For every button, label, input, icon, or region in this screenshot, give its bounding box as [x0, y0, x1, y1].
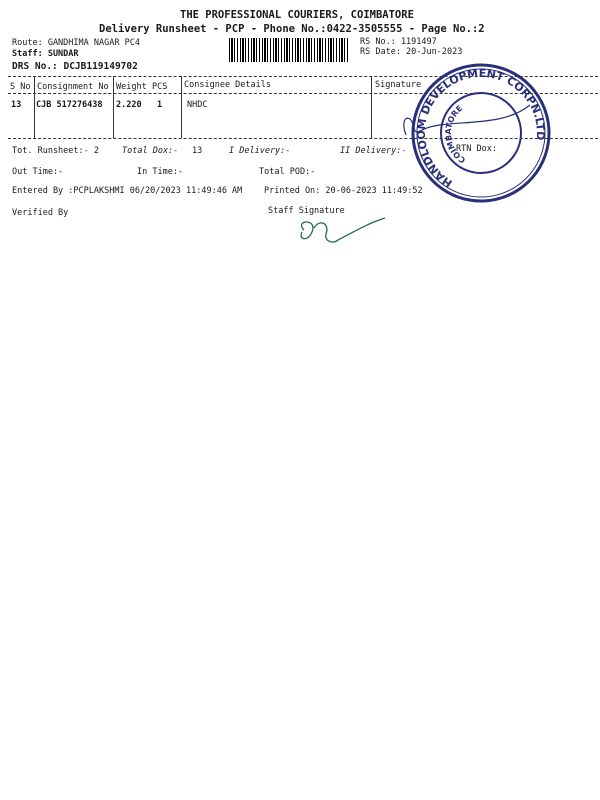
col-header-pcs: PCS: [152, 82, 168, 92]
svg-text:HANDLOOM DEVELOPMENT CORPN.LTD: [406, 58, 556, 208]
total-dox-value: 13: [192, 146, 203, 156]
tot-runsheet: Tot. Runsheet:- 2: [12, 146, 99, 156]
staff-label: Staff: SUNDAR: [12, 49, 79, 59]
route-label: Route: GANDHIMA NAGAR PC4: [12, 38, 140, 48]
ii-delivery: II Delivery:-: [340, 146, 407, 156]
total-dox-label: Total Dox:-: [122, 146, 179, 156]
rs-number: RS No.: 1191497: [360, 37, 437, 47]
rs-date: RS Date: 20-Jun-2023: [360, 47, 463, 57]
cell-consignee: NHDC: [187, 100, 208, 110]
entered-by: Entered By :PCPLAKSHMI 06/20/2023 11:49:46 AM: [12, 186, 243, 196]
cell-weight: 2.220: [116, 100, 142, 110]
verified-by: Verified By: [12, 208, 69, 218]
cell-consignment: CJB 517276438: [36, 100, 103, 110]
printed-on: Printed On: 20-06-2023 11:49:52: [264, 186, 423, 196]
barcode-image: [229, 38, 350, 62]
col-header-sno: S No: [10, 82, 31, 92]
rtn-dox: RTN Dox:: [456, 144, 497, 154]
col-header-consignment: Consignment No: [37, 82, 109, 92]
col-header-consignee: Consignee Details: [184, 80, 271, 90]
col-header-weight: Weight: [116, 82, 147, 92]
cell-pcs: 1: [157, 100, 163, 110]
corporation-seal: [406, 58, 556, 208]
total-pod: Total POD:-: [259, 167, 316, 177]
staff-signature-scribble: [290, 210, 390, 250]
col-divider: [113, 76, 114, 138]
staff-signature-label: Staff Signature: [268, 206, 345, 216]
col-header-signature: Signature: [375, 80, 422, 90]
runsheet-title: Delivery Runsheet - PCP - Phone No.:0422-3505555 - Page No.:2: [99, 23, 485, 35]
col-divider: [371, 76, 372, 138]
out-time: Out Time:-: [12, 167, 64, 177]
drs-number: DRS No.: DCJB119149702: [12, 61, 138, 72]
seal-inner-text: COIMBATORE: [443, 103, 468, 165]
col-divider: [34, 76, 35, 138]
cell-sno: 13: [11, 100, 22, 110]
svg-text:COIMBATORE: [430, 102, 488, 165]
i-delivery: I Delivery:-: [229, 146, 291, 156]
col-divider: [181, 76, 182, 138]
in-time: In Time:-: [137, 167, 184, 177]
seal-outer-text: HANDLOOM DEVELOPMENT CORPN.LTD: [414, 66, 548, 190]
company-name: THE PROFESSIONAL COURIERS, COIMBATORE: [180, 9, 414, 21]
